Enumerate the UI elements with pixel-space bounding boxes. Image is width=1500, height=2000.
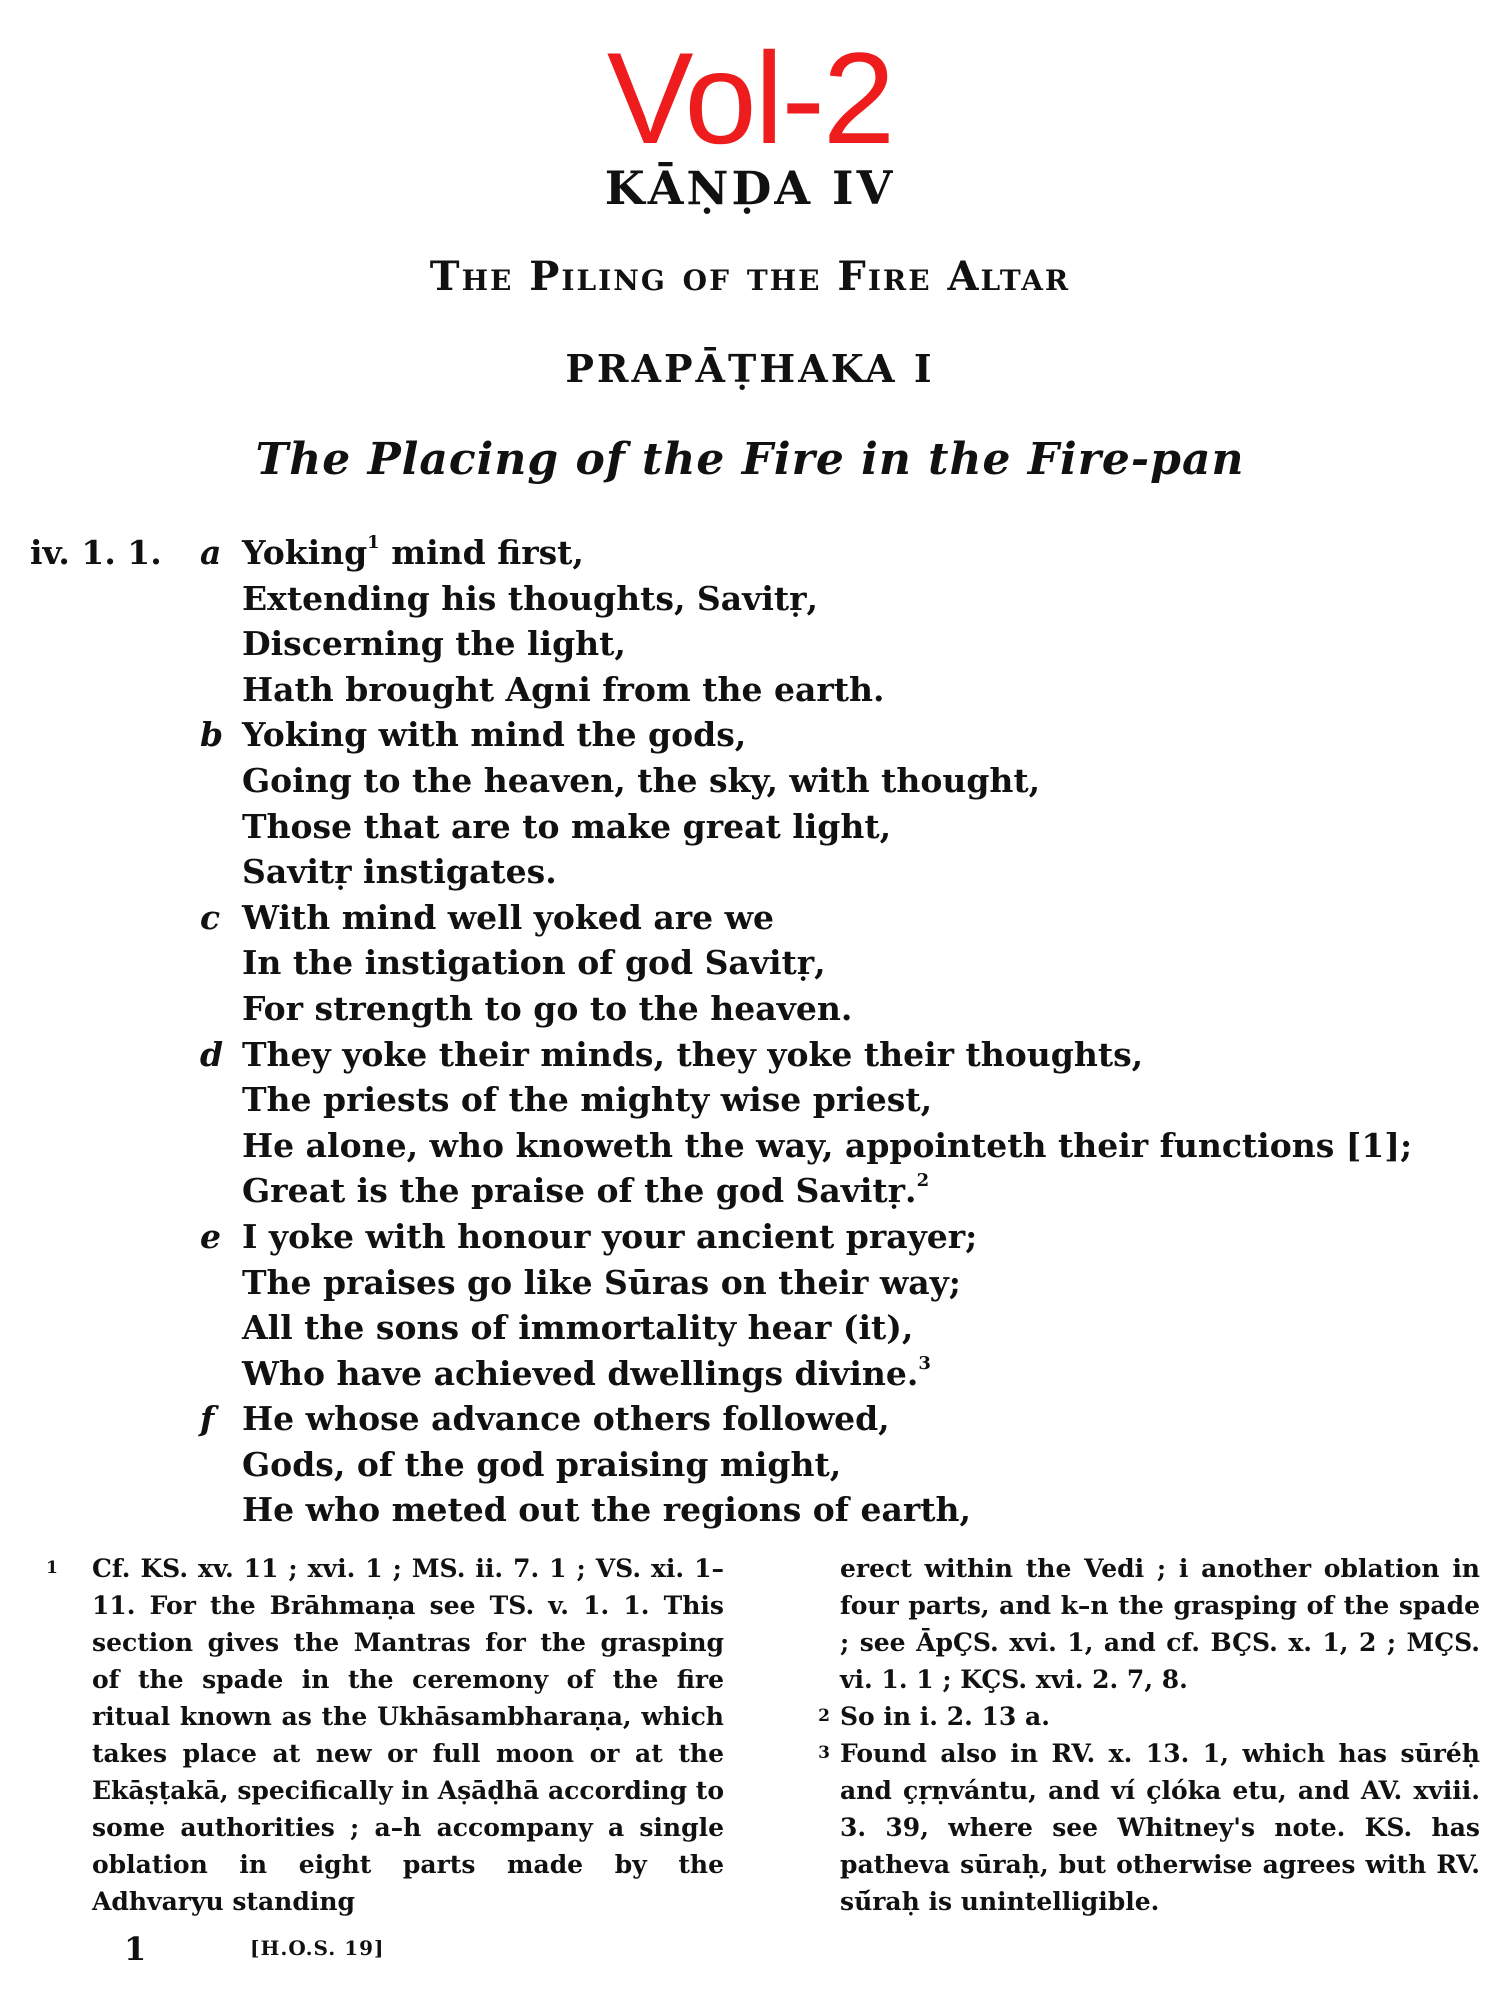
verse-line	[30, 849, 1480, 895]
footnote-number: 2	[818, 1706, 830, 1726]
page-number: 1	[124, 1930, 147, 1968]
verse-text: Yoking with mind the gods,	[242, 715, 747, 755]
verse-line	[30, 621, 1480, 667]
verse-text: He alone, who knoweth the way, appointeth their functions [1];	[242, 1125, 1413, 1165]
verse-text: Extending his thoughts, Savitṛ,	[242, 578, 818, 618]
footnote-column-right	[818, 1550, 1480, 1920]
verse-line	[30, 667, 1480, 713]
verse-block	[30, 530, 1480, 1533]
verse-text: All the sons of immortality hear (it),	[242, 1308, 914, 1348]
verse-text: Hath brought Agni from the earth.	[242, 669, 885, 709]
verse-line	[30, 1168, 1480, 1214]
verse-text: Those that are to make great light,	[242, 806, 892, 846]
footnote-column-left	[46, 1550, 724, 1920]
footnote-1-text-part1: Cf. KS. xv. 11 ; xvi. 1 ; MS. ii. 7. 1 ; VS. xi. 1–11. For the Brāhmaṇa see TS. v. 1. 1. This section gives the Mantras for the grasping of the spade in the ceremony of the fire ritual known as the Ukhāsambharaṇa, which takes place at new or full moon or at the Ekāṣṭakā, specifically in Aṣāḍhā according to some authorities ; a–h accompany a single oblation in eight parts made by the Adhvaryu standing	[92, 1554, 724, 1916]
verse-text: Savitṛ instigates.	[242, 852, 557, 892]
footnote-marker: 3	[918, 1352, 931, 1374]
footnote-1-text-part2: erect within the Vedi ; i another oblation in four parts, and k–n the grasping of the spade ; see ĀpÇS. xvi. 1, and cf. BÇS. x. 1, 2 ; MÇS. vi. 1. 1 ; KÇS. xvi. 2. 7, 8.	[840, 1554, 1480, 1694]
footnote-marker: 1	[367, 532, 380, 553]
verse-text: Gods, of the god praising might,	[242, 1444, 842, 1484]
verse-line	[30, 1396, 1480, 1442]
verse-line	[30, 1123, 1480, 1169]
verse-text: The priests of the mighty wise priest,	[242, 1080, 933, 1120]
book-subtitle: The Piling of the Fire Altar	[429, 253, 1071, 300]
verse-letter: e	[200, 1216, 221, 1256]
signature-mark: [H.O.S. 19]	[250, 1936, 385, 1960]
verse-text: Great is the praise of the god Savitṛ.$^2$	[242, 1170, 930, 1211]
verse-text: Going to the heaven, the sky, with thought,	[242, 760, 1041, 800]
verse-text: He who meted out the regions of earth,	[242, 1490, 971, 1530]
verse-line	[30, 1260, 1480, 1306]
verse-text: Yoking$^1$ mind first,	[242, 532, 584, 572]
footnote-1	[46, 1550, 724, 1920]
verse-line	[30, 712, 1480, 758]
verse-text: For strength to go to the heaven.	[242, 988, 853, 1028]
prapathaka-heading: PRAPĀṬHAKA I	[565, 346, 935, 391]
footnote-number: 3	[818, 1743, 830, 1763]
footnote-3	[818, 1735, 1480, 1920]
verse-line	[30, 758, 1480, 804]
verse-line	[30, 530, 1480, 576]
verse-text: In the instigation of god Savitṛ,	[242, 943, 826, 983]
verse-text: Discerning the light,	[242, 624, 626, 664]
verse-line	[30, 576, 1480, 622]
verse-text: They yoke their minds, they yoke their thoughts,	[242, 1034, 1144, 1074]
verse-line	[30, 804, 1480, 850]
verse-line	[30, 1214, 1480, 1260]
verse-line	[30, 895, 1480, 941]
verse-line	[30, 1305, 1480, 1351]
verse-text: With mind well yoked are we	[242, 897, 774, 937]
verse-text: He whose advance others followed,	[242, 1399, 890, 1439]
footnote-number: 1	[46, 1558, 58, 1578]
volume-label: Vol-2	[606, 25, 894, 171]
verse-line	[30, 1032, 1480, 1078]
verse-reference: iv. 1. 1.	[30, 533, 162, 572]
verse-line	[30, 1442, 1480, 1488]
verse-line	[30, 1077, 1480, 1123]
kanda-heading: KĀṆḌA IV	[604, 161, 896, 215]
footnote-2-text: So in i. 2. 13 a.	[840, 1702, 1050, 1731]
verse-letter: f	[200, 1399, 215, 1439]
footnote-marker: 2	[916, 1170, 930, 1192]
verse-line	[30, 1351, 1480, 1397]
verse-letter: d	[200, 1034, 224, 1074]
verse-letter: a	[200, 533, 222, 572]
verse-line	[30, 1487, 1480, 1533]
footnote-2	[818, 1698, 1480, 1735]
verse-text: The praises go like Sūras on their way;	[242, 1262, 961, 1302]
footnotes	[0, 1550, 1500, 1916]
verse-text: I yoke with honour your ancient prayer;	[242, 1216, 978, 1256]
verse-letter: b	[200, 715, 224, 755]
footnote-3-text: Found also in RV. x. 13. 1, which has sūréḥ and çṛṇvántu, and ví çlóka etu, and AV. xviii. 3. 39, where see Whitney's note. KS. has patheva sūraḥ, but otherwise agrees with RV. sū́raḥ is unintelligible.	[840, 1739, 1480, 1916]
verse-text: Who have achieved dwellings divine.$^3$	[242, 1352, 931, 1393]
verse-letter: c	[200, 897, 221, 937]
verse-line	[30, 986, 1480, 1032]
section-title: The Placing of the Fire in the Fire-pan	[255, 434, 1245, 485]
verse-line	[30, 940, 1480, 986]
